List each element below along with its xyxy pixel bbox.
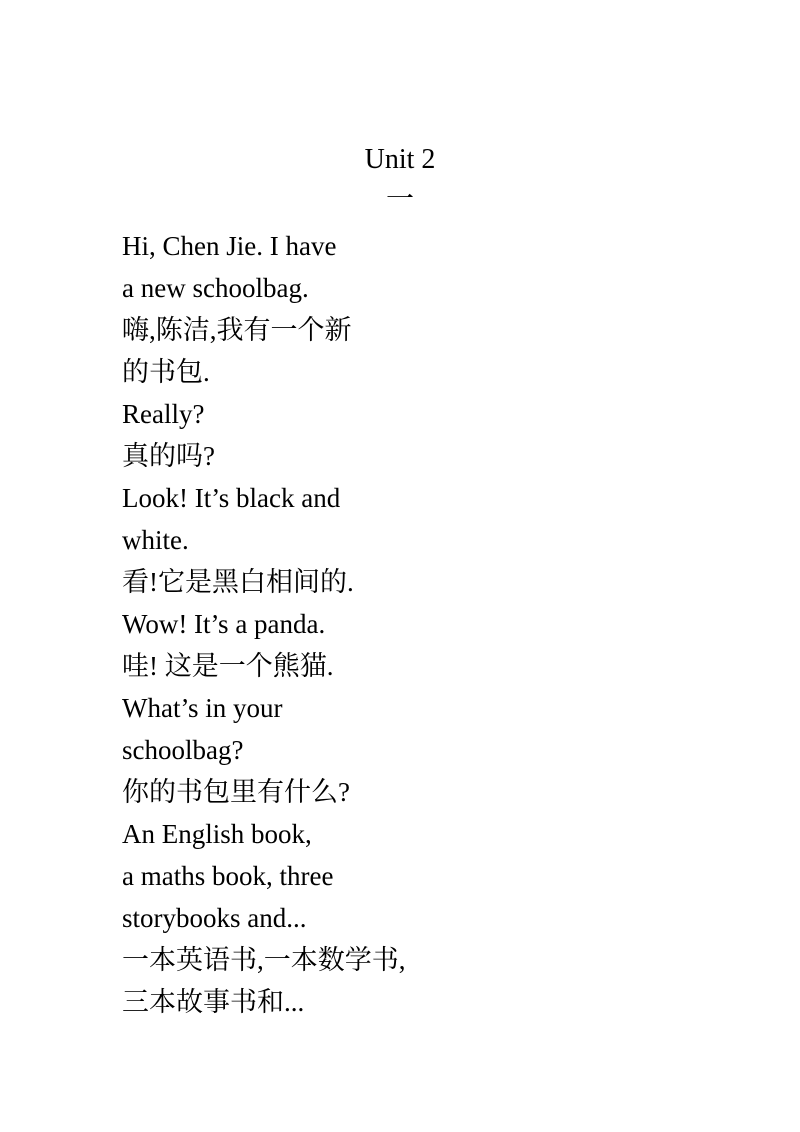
dialogue-text bbox=[122, 228, 522, 1026]
text-line: Wow! It’s a panda. bbox=[122, 609, 326, 639]
text-line: 一本英语书,一本数学书, bbox=[122, 945, 406, 975]
text-line: storybooks and... bbox=[122, 903, 307, 933]
text-line: a maths book, three bbox=[122, 861, 334, 891]
text-line: 你的书包里有什么? bbox=[122, 777, 350, 807]
text-line: 嗨,陈洁,我有一个新 bbox=[122, 315, 352, 345]
text-line: An English book, bbox=[122, 819, 312, 849]
text-line: 哇! 这是一个熊猫. bbox=[122, 651, 334, 681]
page-subtitle: 一 bbox=[385, 184, 414, 215]
text-line: 的书包. bbox=[122, 357, 210, 387]
text-line: a new schoolbag. bbox=[122, 273, 309, 303]
text-line: Really? bbox=[122, 399, 205, 429]
text-line: 三本故事书和... bbox=[122, 987, 305, 1017]
page-title: Unit 2 bbox=[364, 144, 436, 175]
text-line: 看!它是黑白相间的. bbox=[122, 567, 354, 597]
text-line: 真的吗? bbox=[122, 441, 215, 471]
text-line: Look! It’s black and bbox=[122, 483, 341, 513]
text-line: Hi, Chen Jie. I have bbox=[122, 231, 337, 261]
text-line: What’s in your bbox=[122, 693, 283, 723]
text-line: schoolbag? bbox=[122, 735, 244, 765]
text-line: white. bbox=[122, 525, 189, 555]
